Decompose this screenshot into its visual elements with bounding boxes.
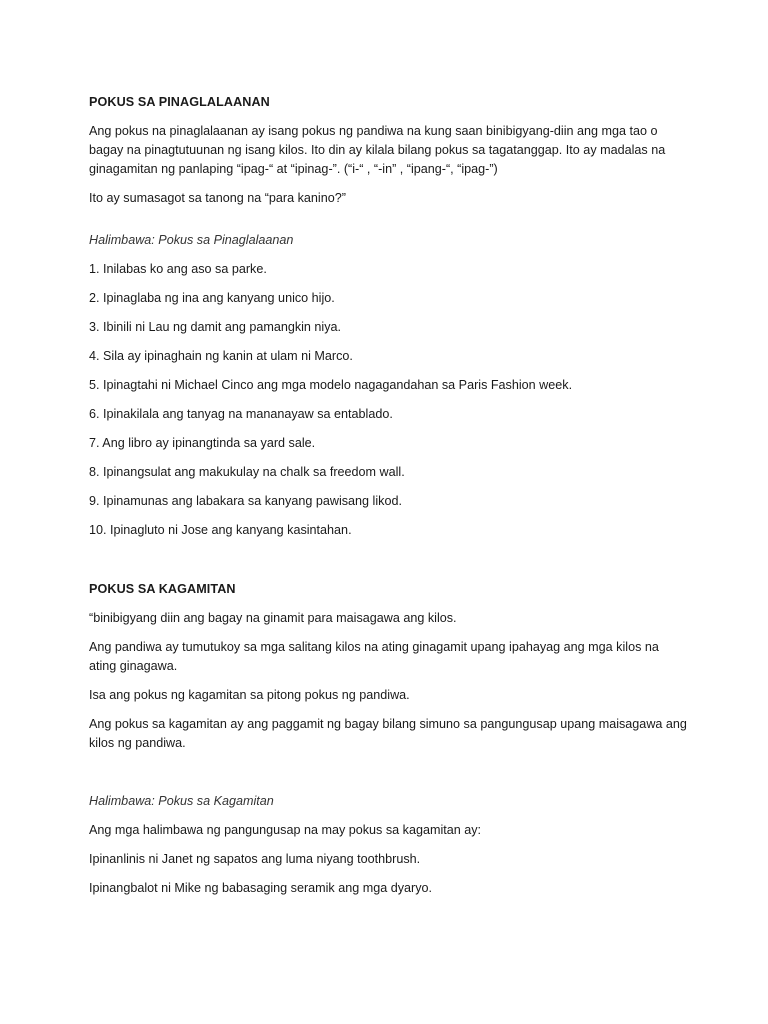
- example-item: 8. Ipinangsulat ang makukulay na chalk sa freedom wall.: [89, 465, 405, 479]
- example-title-kagamitan: Halimbawa: Pokus sa Kagamitan: [89, 794, 274, 808]
- example-item: 1. Inilabas ko ang aso sa parke.: [89, 262, 267, 276]
- example-item: 6. Ipinakilala ang tanyag na mananayaw sa entablado.: [89, 407, 393, 421]
- example-item: 10. Ipinagluto ni Jose ang kanyang kasintahan.: [89, 523, 352, 537]
- text-line: kilos ng pandiwa.: [89, 736, 186, 750]
- text-line: bagay na pinagtutuunan ng isang kilos. Ito din ay kilala bilang pokus sa tagatanggap. Ito ay madalas na: [89, 143, 666, 157]
- text-line: Ang pokus na pinaglalaanan ay isang pokus ng pandiwa na kung saan binibigyang-diin ang mga tao o: [89, 124, 658, 138]
- example-item: 3. Ibinili ni Lau ng damit ang pamangkin niya.: [89, 320, 342, 334]
- kagamitan-line1: “binibigyang diin ang bagay na ginamit para maisagawa ang kilos.: [89, 611, 457, 625]
- example-item: 5. Ipinagtahi ni Michael Cinco ang mga modelo nagagandahan sa Paris Fashion week.: [89, 378, 573, 392]
- example-item: 4. Sila ay ipinaghain ng kanin at ulam ni Marco.: [89, 349, 353, 363]
- kagamitan-paragraph2: [89, 638, 689, 676]
- question-paragraph: Ito ay sumasagot sa tanong na “para kanino?”: [89, 191, 346, 205]
- example-item: Ipinangbalot ni Mike ng babasaging seramik ang mga dyaryo.: [89, 881, 433, 895]
- example-item: Ipinanlinis ni Janet ng sapatos ang luma niyang toothbrush.: [89, 852, 421, 866]
- example-item: 2. Ipinaglaba ng ina ang kanyang unico hijo.: [89, 291, 335, 305]
- section-heading-kagamitan: POKUS SA KAGAMITAN: [89, 582, 236, 596]
- example-item: 7. Ang libro ay ipinangtinda sa yard sale.: [89, 436, 316, 450]
- text-line: ating ginagawa.: [89, 659, 178, 673]
- text-line: Ang pandiwa ay tumutukoy sa mga salitang kilos na ating ginagamit upang ipahayag ang mga kilos na: [89, 640, 659, 654]
- example-title-pinaglalaanan: Halimbawa: Pokus sa Pinaglalaanan: [89, 233, 294, 247]
- kagamitan-paragraph4: [89, 715, 689, 753]
- text-line: Ang pokus sa kagamitan ay ang paggamit ng bagay bilang simuno sa pangungusap upang maisagawa ang: [89, 717, 687, 731]
- kagamitan-paragraph3: Isa ang pokus ng kagamitan sa pitong pokus ng pandiwa.: [89, 688, 410, 702]
- definition-paragraph: [89, 122, 689, 179]
- kagamitan-intro: Ang mga halimbawa ng pangungusap na may pokus sa kagamitan ay:: [89, 823, 482, 837]
- section-heading-pinaglalaanan: POKUS SA PINAGLALAANAN: [89, 95, 270, 109]
- text-line: ginagamitan ng panlaping “ipag-“ at “ipinag-”. (“i-“ , “-in” , “ipang-“, “ipag-”): [89, 162, 498, 176]
- example-item: 9. Ipinamunas ang labakara sa kanyang pawisang likod.: [89, 494, 402, 508]
